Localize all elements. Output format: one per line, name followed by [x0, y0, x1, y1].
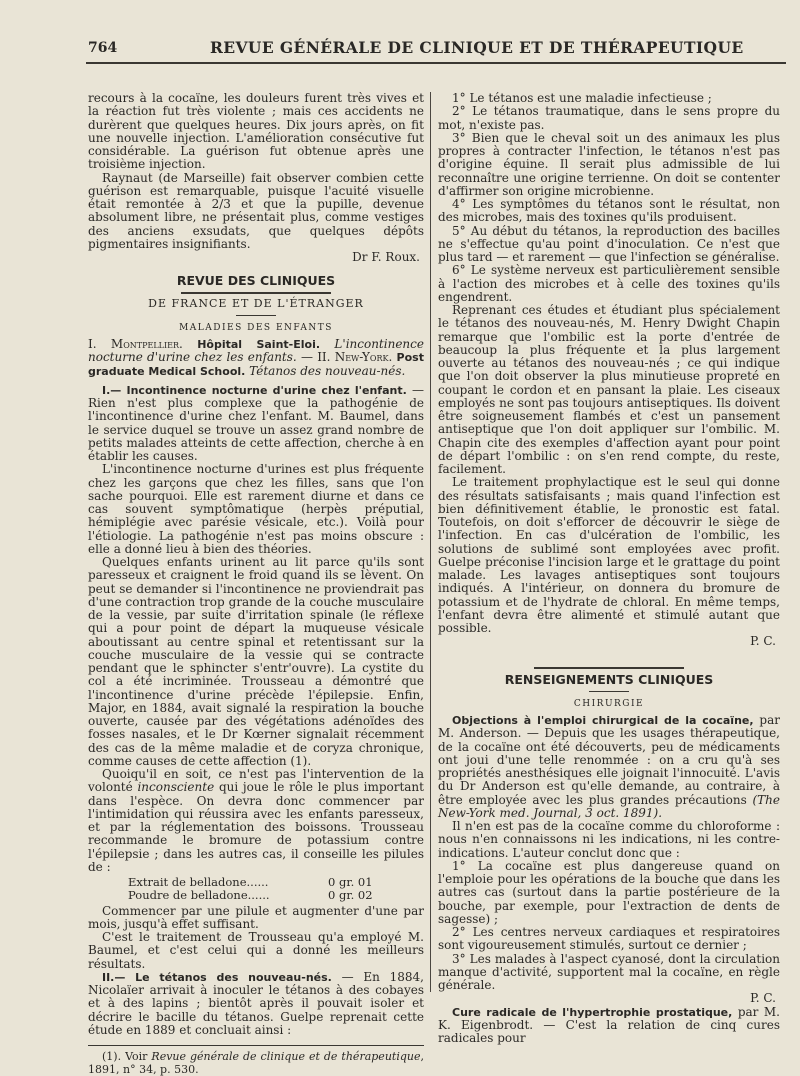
paragraph: Quelques enfants urinent au lit parce qu'ils sont paresseux et craignent le froid quand ils se lèvent. On peut se demander si l'incontinence ne proviendrait pas d'une contraction trop grande de la couche musculaire de la vessie, par suite d'irritation spinale (le réflexe qui a pour point de départ la muqueuse vésicale aboutissant au centre spinal et retentissant sur la couche musculaire de la vessie qui se contracte pendant que le sphincter s'entr'ouvre). La cystite du col a été incriminée. Trousseau a démontré que l'incontinence d'urine précède l'épilepsie. Enfin, Major, en 1884, avait signalé la respiration la bouche ouverte, causée par des végétations adénoïdes des fosses nasales, et le Dr Kœrner signalait récemment des cas de la même maladie et de coryza chronique, comme causes de cette affection (1).: [88, 555, 424, 768]
prescription-row: [128, 876, 424, 889]
article-paragraph: [438, 714, 780, 820]
page-header: [0, 34, 800, 58]
list-item: 2° Le tétanos traumatique, dans le sens propre du mot, n'existe pas.: [438, 104, 780, 132]
citation: (The New-York med. Journal, 3 oct. 1891).: [438, 792, 780, 820]
article-heading: Cure radicale de l'hypertrophie prostatique,: [452, 1005, 733, 1019]
toc-place: I. Montpellier.: [88, 337, 183, 351]
prescription-item: Poudre de belladone......: [128, 888, 270, 903]
divider: [236, 315, 276, 316]
right-column: [438, 91, 780, 1045]
toc-title: L'incontinence nocturne d'urine chez les enfants.: [88, 337, 424, 365]
paragraph: Reprenant ces études et étudiant plus spécialement le tétanos des nouveau-nés, M. Henry Dwight Chapin remarque que l'ombilic est la porte d'entrée de beaucoup la plus fréquente et la plus largement ouverte au tétanos des nouveau-nés ; ce qui indique que l'on doit observer la plus minutieuse propreté en coupant le cordon et en pansant la plaie. Les ciseaux employés ne sont pas toujours antiseptiques. Ils doivent être soigneusement flambés et c'est un pansement antiseptique que l'on doit appliquer sur l'ombilic. M. Chapin cite des exemples d'affection ayant pour point de départ l'ombilic : on s'en rend compte, du reste, facilement.: [438, 303, 780, 476]
footnote: [88, 1050, 424, 1076]
section-title: REVUE DES CLINIQUES: [176, 273, 336, 289]
footnote-rule: [88, 1045, 424, 1046]
signature: Dr F. Roux.: [352, 250, 420, 264]
article-paragraph: [88, 971, 424, 1037]
list-item: 3° Les malades à l'aspect cyanosé, dont la circulation manque d'activité, supportent mal la cocaïne, en règle générale.: [438, 951, 780, 992]
article-heading: II.— Le tétanos des nouveau-nés.: [102, 970, 332, 984]
header-rule: [86, 62, 786, 64]
text-run: Quoiqu'il en soit, ce n'est pas l'intervention de la volonté: [88, 767, 424, 795]
section-rule: [534, 667, 684, 669]
list-item: 5° Au début du tétanos, la reproduction des bacilles ne s'effectue qu'au point d'inoculation. Ce n'est que plus tard — et rarement — que l'infection se généralise.: [438, 223, 780, 264]
left-column: [88, 91, 424, 1076]
contents-entry: [88, 338, 424, 378]
signature: P. C.: [750, 634, 776, 649]
paragraph: Le traitement prophylactique est le seul qui donne des résultats satisfaisants ; mais quand l'infection est bien définitivement établie, le pronostic est fatal. Toutefois, on doit s'efforcer de découvrir le siège de l'infection. En cas d'ulcération de l'ombilic, les solutions de sublimé sont employées avec profit. Guelpe préconise l'incision large et le grattage du point malade. Les lavages antiseptiques sont toujours indiqués. A l'intérieur, on donnera du bromure de potassium et de l'hydrate de chloral. En même temps, l'enfant devra être alimenté et stimulé autant que possible.: [438, 475, 780, 635]
paragraph: Raynaut (de Marseille) fait observer combien cette guérison est remarquable, puisque l'acuité visuelle était remontée à 2/3 et que la pupille, devenue absolument libre, ne présentait plus, comme vestiges des anciens exsudats, que quelques dépôts pigmentaires insignifiants.: [88, 170, 424, 251]
paragraph: C'est le traitement de Trousseau qu'a employé M. Baumel, et c'est celui qui a donné les meilleurs résultats.: [88, 930, 424, 971]
list-item: 2° Les centres nerveux cardiaques et respiratoires sont vigoureusement stimulés, surtout ce dernier ;: [438, 925, 780, 953]
prescription-table: [128, 876, 424, 903]
subheading: MALADIES DES ENFANTS: [179, 322, 333, 333]
toc-hospital: Hôpital Saint-Eloi.: [197, 338, 321, 351]
list-item: 1° La cocaïne est plus dangereuse quand on l'emploie pour les opérations de la bouche que dans les autres cas (surtout dans la partie postérieure de la bouche, par exemple, pour l'extraction de dents de sagesse) ;: [438, 858, 780, 926]
prescription-dose: 0 gr. 01: [328, 875, 373, 889]
paragraph: recours à la cocaïne, les douleurs furent très vives et la réaction fut très violente ; mais ces accidents ne durèrent que quelques heures. Dix jours après, on fit une nouvelle injection. L'amélioration consécutive fut considérable. La guérison fut obtenue après une troisième injection.: [88, 91, 424, 172]
column-divider: [430, 92, 431, 992]
paragraph: L'incontinence nocturne d'urines est plus fréquente chez les garçons que chez les filles, sans que l'on sache pourquoi. Elle est rarement diurne et dans ce cas souvent symptômatique (herpès préputial, hémiplégie avec parésie vésicale, etc.). Voilà pour l'étiologie. La pathogénie n'est pas moins obscure : elle a donné lieu à bien des théories.: [88, 462, 424, 556]
article-heading: I.— Incontinence nocturne d'urine chez l'enfant.: [102, 383, 407, 397]
text-run: (1). Voir: [102, 1050, 148, 1063]
list-item: 6° Le système nerveux est particulièrement sensible à l'action des microbes et à celle des toxines qu'ils engendrent.: [438, 263, 780, 304]
toc-title: Tétanos des nouveau-nés.: [249, 363, 406, 378]
prescription-dose: 0 gr. 02: [328, 888, 373, 903]
article-paragraph: [88, 384, 424, 464]
paragraph: [88, 768, 424, 874]
article-text: — Rien n'est plus complexe que la pathogénie de l'incontinence d'urine chez l'enfant. M. Baumel, dans le service duquel se trouve un assez grand nombre de petits malades atteints de cette affection, cherche à en établir les causes.: [88, 382, 424, 463]
article-text: par M. Anderson. — Depuis que les usages thérapeutique, de la cocaïne ont été découverts, peu de médicaments ont joui d'une telle renommée : on a cru qu'à ses propriétés anesthésiques elle joignait l'innocuité. L'avis du Dr Anderson est qu'elle demande, au contraire, à être employée avec les plus grandes précautions: [438, 713, 780, 807]
list-item: 4° Les symptômes du tétanos sont le résultat, non des microbes, mais des toxines qu'ils produisent.: [438, 197, 780, 225]
signature: P. C.: [750, 991, 776, 1006]
article-text: — En 1884, Nicolaïer arrivait à inoculer le tétanos à des cobayes et à des lapins ; bientôt après il pouvait isoler et décrire le bacille du tétanos. Guelpe reprenait cette étude en 1889 et concluait ainsi :: [88, 969, 424, 1037]
article-heading: Objections à l'emploi chirurgical de la cocaïne,: [452, 714, 754, 727]
section-rule: [181, 292, 331, 294]
prescription-item: Extrait de belladone......: [128, 875, 269, 889]
article-text: par M. K. Eigenbrodt. — C'est la relation de cinq cures radicales pour: [438, 1004, 780, 1045]
prescription-row: [128, 889, 424, 902]
subheading: CHIRURGIE: [573, 698, 645, 709]
emphasis: Revue générale de clinique et de thérapeutique: [151, 1050, 421, 1063]
text-run: , 1891, n° 34, p. 530.: [88, 1050, 424, 1076]
divider: [589, 691, 629, 692]
paragraph: Commencer par une pilule et augmenter d'une par mois, jusqu'à effet suffisant.: [88, 903, 424, 931]
section-title: RENSEIGNEMENTS CLINIQUES: [504, 671, 714, 687]
list-item: 3° Bien que le cheval soit un des animaux les plus propres à contracter l'infection, le tétanos n'est pas d'origine équine. Il serait plus admissible de lui reconnaître une origine terrienne. On doit se contenter d'affirmer son origine microbienne.: [438, 130, 780, 198]
toc-school: Post graduate Medical School.: [88, 351, 424, 378]
emphasis: inconsciente: [137, 780, 215, 795]
toc-place: — II. New-York.: [300, 350, 393, 365]
list-item: 1° Le tétanos est une maladie infectieuse ;: [452, 91, 712, 105]
page-number: 764: [88, 40, 118, 56]
text-run: qui joue le rôle le plus important dans l'espèce. On devra donc commencer par l'intimidation qui réussira avec les enfants paresseux, et par la réglementation des boissons. Trousseau recommande le bromure de potassium contre l'épilepsie ; dans les autres cas, il conseille les pilules de :: [88, 780, 424, 874]
section-subtitle: DE FRANCE ET DE L'ÉTRANGER: [148, 296, 364, 310]
running-title: REVUE GÉNÉRALE DE CLINIQUE ET DE THÉRAPEUTIQUE: [210, 38, 744, 57]
paragraph: Il n'en est pas de la cocaïne comme du chloroforme : nous n'en connaissons ni les indications, ni les contre-indications. L'auteur conclut donc que :: [438, 819, 780, 860]
article-paragraph: [438, 1006, 780, 1046]
